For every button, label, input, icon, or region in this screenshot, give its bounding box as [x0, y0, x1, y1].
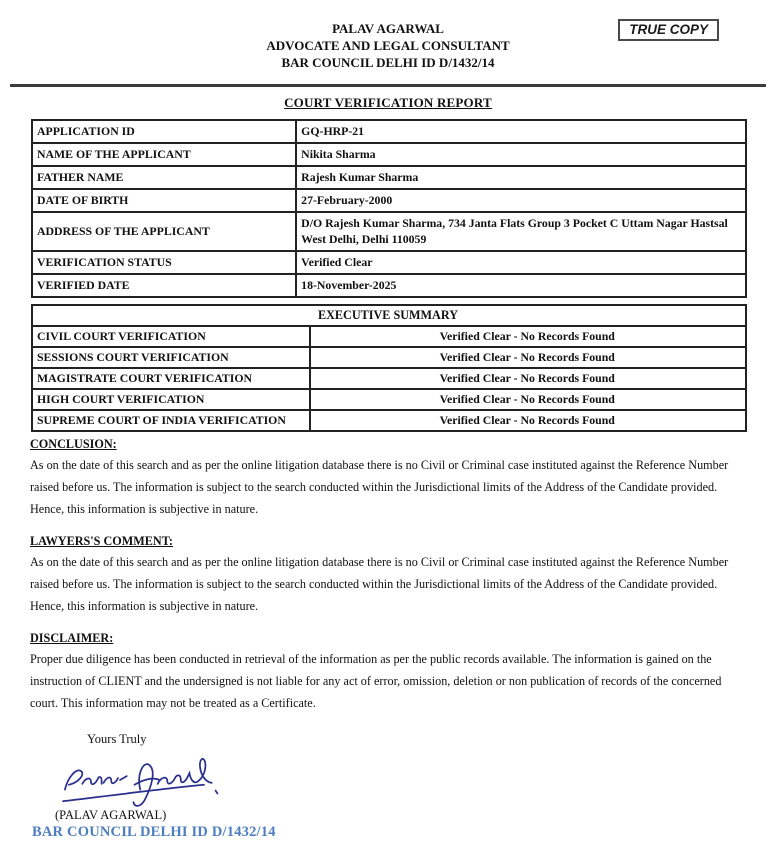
- disclaimer-body: Proper due diligence has been conducted in retrieval of the information as per the public records available. The information is gained on the instruction of CLIENT and the undersigned is not liable for any act of error, omission, deletion or non publication of records of the concerned court. This information may not be treated as a Certificate.: [30, 652, 722, 710]
- section-lawyers-comment: [30, 534, 746, 617]
- header-divider-rule: [10, 84, 766, 87]
- applicant-details-table: [31, 119, 747, 298]
- salutation: Yours Truly: [87, 732, 147, 746]
- row-label: DATE OF BIRTH: [32, 189, 296, 212]
- footer-bar-council-id: BAR COUNCIL DELHI ID D/1432/14: [32, 824, 276, 840]
- true-copy-stamp: TRUE COPY: [618, 19, 719, 41]
- lawyers-comment-body: As on the date of this search and as per the online litigation database there is no Civil or Criminal case instituted against the Reference Number raised before us. The information is subject to the search conducted within the Jurisdictional limits of the Address of the Candidate provided. Hence, this information is subjective in nature.: [30, 555, 729, 613]
- row-label: FATHER NAME: [32, 166, 296, 189]
- row-label: NAME OF THE APPLICANT: [32, 143, 296, 166]
- row-label: CIVIL COURT VERIFICATION: [32, 326, 310, 347]
- table-row: [32, 212, 746, 251]
- table-row: [32, 189, 746, 212]
- row-label: ADDRESS OF THE APPLICANT: [32, 212, 296, 251]
- row-value: Verified Clear: [296, 251, 746, 274]
- signature-image: [52, 751, 242, 807]
- row-label: VERIFIED DATE: [32, 274, 296, 297]
- conclusion-body: As on the date of this search and as per the online litigation database there is no Civil or Criminal case instituted against the Reference Number raised before us. The information is subject to the search conducted within the Jurisdictional limits of the Address of the Candidate provided. Hence, this information is subjective in nature.: [30, 458, 729, 516]
- row-value: Verified Clear - No Records Found: [310, 410, 746, 431]
- row-value: 27-February-2000: [296, 189, 746, 212]
- disclaimer-heading: DISCLAIMER:: [30, 631, 114, 645]
- advocate-role: ADVOCATE AND LEGAL CONSULTANT: [266, 38, 510, 53]
- lawyers-comment-heading: LAWYERS'S COMMENT:: [30, 534, 173, 548]
- table-row: [32, 368, 746, 389]
- row-value: Nikita Sharma: [296, 143, 746, 166]
- row-value: Verified Clear - No Records Found: [310, 347, 746, 368]
- row-value: Verified Clear - No Records Found: [310, 326, 746, 347]
- table-row: [32, 274, 746, 297]
- row-value: Verified Clear - No Records Found: [310, 389, 746, 410]
- executive-summary-title: EXECUTIVE SUMMARY: [32, 305, 746, 326]
- signatory-name: (PALAV AGARWAL): [55, 808, 167, 822]
- table-row: [32, 347, 746, 368]
- section-disclaimer: [30, 631, 746, 714]
- table-row: [32, 166, 746, 189]
- row-value: D/O Rajesh Kumar Sharma, 734 Janta Flats Group 3 Pocket C Uttam Nagar Hastsal West Delhi, Delhi 110059: [296, 212, 746, 251]
- table-row: [32, 410, 746, 431]
- table-row: [32, 326, 746, 347]
- row-value: Verified Clear - No Records Found: [310, 368, 746, 389]
- row-label: SESSIONS COURT VERIFICATION: [32, 347, 310, 368]
- row-value: 18-November-2025: [296, 274, 746, 297]
- section-conclusion: [30, 437, 746, 520]
- advocate-name: PALAV AGARWAL: [332, 21, 444, 36]
- advocate-bar-id: BAR COUNCIL DELHI ID D/1432/14: [281, 55, 495, 70]
- table-row: [32, 120, 746, 143]
- report-title: COURT VERIFICATION REPORT: [284, 95, 492, 110]
- row-label: MAGISTRATE COURT VERIFICATION: [32, 368, 310, 389]
- table-row: [32, 389, 746, 410]
- row-label: VERIFICATION STATUS: [32, 251, 296, 274]
- row-label: HIGH COURT VERIFICATION: [32, 389, 310, 410]
- conclusion-heading: CONCLUSION:: [30, 437, 117, 451]
- row-value: GQ-HRP-21: [296, 120, 746, 143]
- executive-summary-header-row: [32, 305, 746, 326]
- executive-summary-table: [31, 304, 747, 432]
- row-label: APPLICATION ID: [32, 120, 296, 143]
- table-row: [32, 143, 746, 166]
- row-label: SUPREME COURT OF INDIA VERIFICATION: [32, 410, 310, 431]
- row-value: Rajesh Kumar Sharma: [296, 166, 746, 189]
- table-row: [32, 251, 746, 274]
